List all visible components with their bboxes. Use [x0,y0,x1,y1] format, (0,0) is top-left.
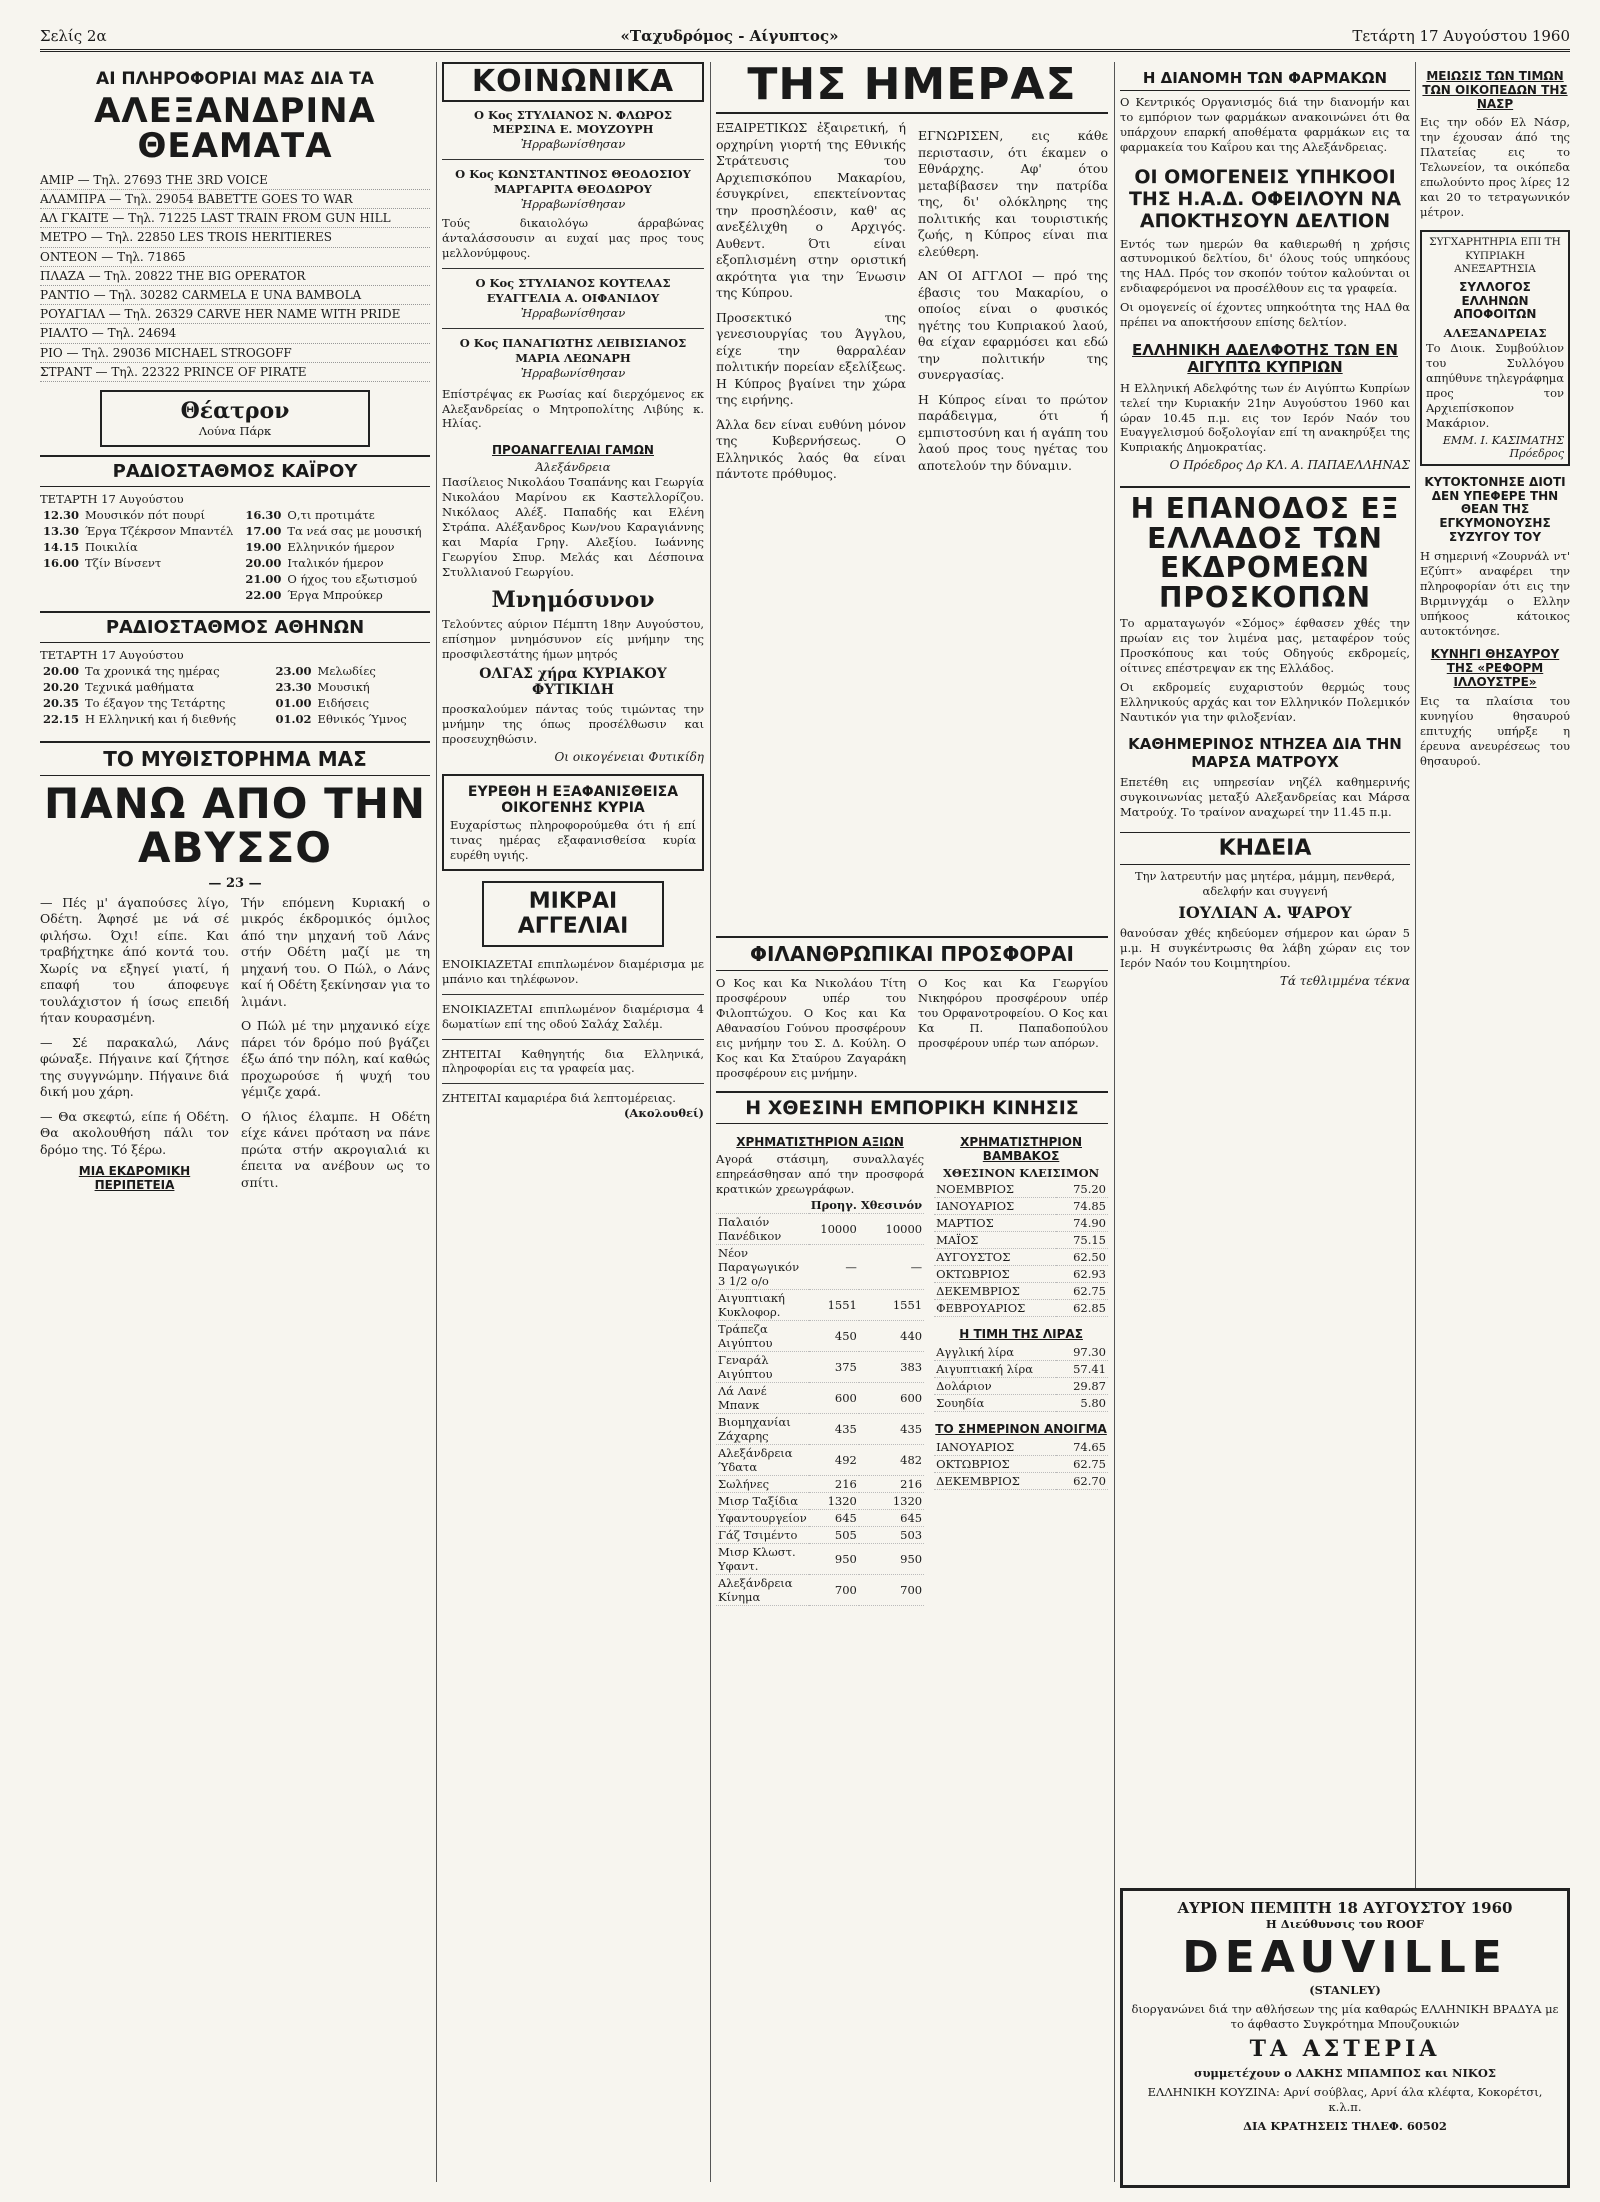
weddings-place: Άλεξάνδρεια [535,460,611,475]
schedule-row: 20.35 Το έξαγον της Τετάρτης 01.00 Ειδήσεις [43,695,370,710]
table-row: Σωλήνες 216 216 [718,1476,923,1491]
memorial-text: προσκαλούμεν πάντας τούς τιμώντας την μνήμην της όπως προσέλθωσιν και προσευχηθώσιν. [442,701,704,746]
column-day [716,62,1108,2182]
ad-stars: ΤΑ ΑΣΤΕΡΙΑ [1249,2035,1441,2062]
column-entertainment [40,62,430,2182]
association-title: ΣΥΛΛΟΓΟΣ ΕΛΛΗΝΩΝ ΑΠΟΦΟΙΤΩΝ [1453,279,1537,322]
day-paragraph: ΕΞΑΙΡΕΤΙΚΩΣ ἐξαιρετική, ή ορχηρίνη γιορτή της Εθνικής Στράτευσις του Αρχιεπισκόπου Μακαρίου, έσυγκρίνει, επεκτείνοντας την προσηλέοσιν, καθ' ας ανεξέλιχθη ο Αρχιγός. Αυθεντ. Ότι είναι εξοπλισμένη στην οριστική ακρότητα για την Ένωσιν της Κύπρου. [716,120,906,301]
cotton-subtitle: ΧΘΕΣΙΝΟΝ ΚΛΕΙΣΙΜΟΝ [943,1165,1100,1180]
cinema-listing [40,171,430,382]
engagement-item: Ο Κος ΠΑΝΑΓΙΩΤΗΣ ΛΕΙΒΙΣΙΑΝΟΣ ΜΑΡΙΑ ΛΕΩΝΑΡΗ Ἠρραβωνίσθησαν [459,335,687,380]
daily-train-title: ΚΑΘΗΜΕΡΙΝΟΣ ΝΤΗΖΕΑ ΔΙΑ ΤΗΝ ΜΑΡΣΑ ΜΑΤΡΟΥΧ [1128,735,1402,771]
radio-athens-schedule [40,663,430,727]
memorial-text: Τελούντες αύριον Πέμπτη 18ην Αυγούστου, επίσημον μνημόσυνον είς μνήμην της προσφιλεστάτης ήμων μητρός [442,617,704,662]
table-row: Βιομηχανίαι Ζάχαρης 435 435 [718,1414,923,1443]
schedule-row: 12.30 Μουσικόν πότ πουρί 16.30 Ο,τι προτιμάτε [43,507,375,522]
memorial-name: ΟΛΓΑΣ χήρα ΚΥΡΙΑΚΟΥ ΦΥΤΙΚΙΔΗ [479,665,667,698]
cyprus-title: ΕΛΛΗΝΙΚΗ ΑΔΕΛΦΟΤΗΣ ΤΩΝ ΕΝ ΑΙΓΥΠΤΩ ΚΥΠΡΙΩΝ [1132,341,1398,377]
column-rule [710,62,711,2182]
cotton-table [934,1181,1108,1317]
cyprus-signature: Ο Πρόεδρος Δρ ΚΛ. Α. ΠΑΠΑΕΛΛΗΝΑΣ [1169,458,1410,473]
scouts-text: Οι εκδρομείς ευχαριστούν θερμώς τους Ελληνικούς αρχάς και τον Ελληνικόν Πολεμικόν Ναυτικόν για την φιλοξενίαν. [1120,679,1410,724]
day-paragraph: Η Κύπρος είναι το πρώτον παράδειγμα, ότι ή εμπιστοσύνη και ή αγάπη του λαού προς τους ηγέτας του αποτελούν την δύναμιν. [918,391,1108,473]
ad-line: διοργανώνει διά την αθλήσεων της μία καθαρώς ΕΛΛΗΝΙΚΗ ΒΡΑΔΥΑ με το άφθαστο Συγκρότημα Μπουζουκιών [1131,2001,1559,2031]
charity-text: Ο Κος και Κα Νικολάου Τίτη προσφέρουν υπέρ του Φιλοπτώχου. Ο Κος και Κα Αθανασίου Γούνου προσφέρουν εις μνήμην του Σ. Δ. Κούλη. Ο Κος και Κα Σταύρου Ζαγαράκη προσφέρουν εις μνήμην. [716,976,906,1080]
day-paragraph: Προσεκτικό της γενεσιουργίας του Άγγλου, είχε την θαρραλέαν πολιτικήν πορείαν εξελίξεως. Η Κύπρος βγαίνει την χώρα της ειρήνης. [716,309,906,408]
ad-venue-name: DEAUVILLE [1182,1931,1508,1983]
classified-ad: ΕΝΟΙΚΙΑΖΕΤΑΙ επιπλωμένον διαμέρισμα με μπάνιο και τηλέφωνον. [442,956,704,986]
pound-title: Η ΤΙΜΗ ΤΗΣ ΛΙΡΑΣ [959,1326,1083,1341]
deauville-ad [1120,1888,1570,2188]
society-note: Επίστρέψας εκ Ρωσίας καί διερχόμενος εκ Αλεξανδρείας ο Μητροπολίτης Λιβύης κ. Ηλίας. [442,386,704,431]
novel-paragraph: — Πές μ' άγαπούσες λίγο, Οδέτη. Άφησέ με νά σέ φιλήσω. Όχι! είπε. Και τραβήχτηκε άπό κοντά του. Χωρίς να εξηγεί γιατί, ή επαφή του άποφευγε τουλάχιστον ή ίσως επειδή ήταν κουρασμένη. [40,894,229,1026]
funeral-intro: Την λατρευτήν μας μητέρα, μάμμη, πενθερά, αδελφήν και συγγενή [1134,869,1396,899]
commerce-body [716,1129,1108,1606]
novel-number: — 23 — [208,875,262,891]
funeral-signature: Τά τεθλιμμένα τέκνα [1279,973,1410,988]
memorial-signature: Οι οικογένειαι Φυτικίδη [554,749,704,764]
weddings-text: Πασίλειος Νικολάου Τσαπάνης και Γεωργία Νικολάου Μαρίνου εκ Καστελλορίζου. Νικόλαος Αλέξ. Παπαδής και Ελένη Στράπα. Αλέξανδρος Κων/νου Καραγιάννης και Μαρία Γρηγ. Αλεξίου. Ιωάννης Γεωργίου Σπυρ. Μελάς και Δέσποινα Στυλλιανού Γεωργίου. [442,475,704,579]
schedule-row: 20.20 Τεχνικά μαθήματα 23.30 Μουσική [43,679,370,694]
stock-header: Προηγ. Χθεσινόν [716,1197,924,1214]
novel-subheading: ΜΙΑ ΕΚΔΡΟΜΙΚΗ ΠΕΡΙΠΕΤΕΙΑ [78,1164,191,1193]
society-title: ΚΟΙΝΩΝΙΚΑ [442,62,704,102]
funeral-title: ΚΗΔΕΙΑ [1120,832,1410,865]
nasser-title: ΜΕΙΩΣΙΣ ΤΩΝ ΤΙΜΩΝ ΤΩΝ ΟΙΚΟΠΕΔΩΝ ΤΗΣ ΝΑΣΡ [1422,69,1568,111]
table-row: ΝΟΕΜΒΡΙΟΣ 75.20 [936,1181,1106,1196]
table-row: ΙΑΝΟΥΑΡΙΟΣ 74.85 [936,1198,1106,1213]
column-rule [436,62,437,2182]
engagement-item: Ο Κος ΣΤΥΛΙΑΝΟΣ Ν. ΦΛΩΡΟΣ ΜΕΡΣΙΝΑ Ε. ΜΟΥΖΟΥΡΗ Ἠρραβωνίσθησαν [474,107,672,152]
day-paragraph: Άλλα δεν είναι ευθύνη μόνον της Κυβερνήσεως. Ο Ελληνικός λαός θα είναι πάντοτε πρόθυμος. [716,416,906,482]
cinema-item: ΟΝΤΕΟΝ — Τηλ. 71865 [40,248,430,267]
masthead [40,22,1570,52]
table-row: ΜΑΪΟΣ 75.15 [936,1232,1106,1247]
ad-venue-sub: (STANLEY) [1309,1982,1381,1997]
schedule-row: 14.15 Ποικιλία 19.00 Ελληνικόν ήμερον [43,539,395,554]
cinema-item: ΑΛ ΓΚΑΙΤΕ — Τηλ. 71225 LAST TRAIN FROM GUN HILL [40,209,430,228]
table-row: Δολάριον 29.87 [936,1378,1106,1393]
cyprus-text: Η Ελληνική Αδελφότης των έν Αιγύπτω Κυπρίων τελεί την Κυριακήν 21ην Αυγούστου 1960 και ώραν 10.45 π.μ. εις τον Ιερόν Ναόν του Ευαγγελισμού δοξολογίαν επί τη ανακηρύξει της Κυπριακής Δημοκρατίας. [1120,380,1410,455]
continued-note: (Ακολουθεί) [623,1106,704,1121]
funeral-text: θανούσαν χθές κηδεύομεν σήμερον και ώραν 5 μ.μ. Η συγκέντρωσις θα λάβη χώραν εις τον Ιερόν Ναόν του Κοιμητηρίου. [1120,925,1410,970]
cinema-item: ΜΕΤΡΟ — Τηλ. 22850 LES TROIS HERITIERES [40,228,430,247]
table-row: ΔΕΚΕΜΒΡΙΟΣ 62.75 [936,1283,1106,1298]
ad-booking: ΔΙΑ ΚΡΑΤΗΣΕΙΣ ΤΗΛΕΦ. 60502 [1243,2118,1447,2133]
charity-text: Ο Κος και Κα Γεωργίου Νικηφόρου προσφέρουν υπέρ του Ορφανοτροφείου. Ο Κος και Κα Π. Παπαδοπούλου προσφέρουν υπέρ των απόρων. [918,976,1108,1050]
schedule-row: 22.00 Έργα Μπρούκερ [245,587,383,602]
association-place: ΑΛΕΞΑΝΔΡΕΙΑΣ [1443,326,1547,341]
found-text: Ευχαρίστως πληροφορούμεθα ότι ή επί τινας ημέρας εξαφανισθείσα κυρία ευρέθη υγιής. [450,817,696,862]
nasser-text: Εις την οδόν Ελ Νάσρ, την έχουσαν άπό της Πλατείας εις το Τελωνείον, τα οικόπεδα επωλούντο προς λίρες 12 και 20 το τετραγωνικόν μέτρον. [1420,115,1570,220]
stock-title: ΧΡΗΜΑΤΙΣΤΗΡΙΟΝ ΑΞΙΩΝ [736,1134,904,1149]
schedule-row: 13.30 Έργα Τζέκρσον Μπαντέλ 17.00 Τα νεά σας με μουσική [43,523,422,538]
schedule-row: 21.00 Ο ήχος του εξωτισμού [245,571,418,586]
opening-table [934,1439,1108,1490]
ad-roof: Η Διεύθυνσις του ROOF [1265,1917,1425,1931]
cinemas-title: ΑΛΕΞΑΝΔΡΙΝΑ ΘΕΑΜΑΤΑ [94,90,376,167]
cinema-item: ΠΛΑΖΑ — Τηλ. 20822 THE BIG OPERATOR [40,267,430,286]
radio-athens-title: ΡΑΔΙΟΣΤΑΘΜΟΣ ΑΘΗΝΩΝ [40,611,430,643]
schedule-row: 22.15 Η Ελληνική και ή διεθνής 01.02 Εθνικός Ύμνος [43,711,407,726]
ad-kitchen: ΕΛΛΗΝΙΚΗ ΚΟΥΖΙΝΑ: Αρνί σούβλας, Αρνί άλα κλέφτα, Κοκορέτσι, κ.λ.π. [1147,2084,1543,2114]
novel-body [40,895,430,1194]
opening-title: ΤΟ ΣΗΜΕΡΙΝΟΝ ΑΝΟΙΓΜΑ [935,1421,1107,1436]
engagement-item: Ο Κος ΚΩΝΣΤΑΝΤΙΝΟΣ ΘΕΟΔΟΣΙΟΥ ΜΑΡΓΑΡΙΤΑ ΘΕΟΔΩΡΟΥ Ἠρραβωνίσθησαν [455,167,691,212]
cinema-item: ΡΙΟ — Τηλ. 29036 MICHAEL STROGOFF [40,344,430,363]
cotton-exchange [934,1129,1108,1606]
cinema-item: ΡΟΥΑΓΙΑΛ — Τηλ. 26329 CARVE HER NAME WITH PRIDE [40,305,430,324]
cinemas-kicker: ΑΙ ΠΛΗΡΟΦΟΡΙΑΙ ΜΑΣ ΔΙΑ ΤΑ [96,69,374,89]
table-row: ΙΑΝΟΥΑΡΙΟΣ 74.65 [936,1439,1106,1454]
issue-date: Τετάρτη 17 Αυγούστου 1960 [1352,26,1570,45]
table-row: Σουηδία 5.80 [936,1395,1106,1410]
table-row: Μισρ Ταξίδια 1320 1320 [718,1493,923,1508]
engagement-item: Ο Κος ΣΤΥΛΙΑΝΟΣ ΚΟΥΤΕΛΑΣ ΕΥΑΓΓΕΛΙΑ Α. ΟΙΦΑΝΙΔΟΥ Ἠρραβωνίσθησαν [475,275,671,320]
theatre-sub: Λούνα Πάρκ [198,423,272,438]
radio-cairo-day: ΤΕΤΑΡΤΗ 17 Αυγούστου [40,491,184,506]
cinema-item: ΡΙΑΛΤΟ — Τηλ. 24694 [40,324,430,343]
cinema-item: ΑΜΙΡ — Τηλ. 27693 THE 3RD VOICE [40,171,430,190]
suicide-text: Η σημερινή «Ζουρνάλ ντ' Εζύπτ» αναφέρει την πληροφορίαν ότι εις την Βιρμινγχάμ ο Ελλην υπήκοος κάτοικος αυτοκτόνησε. [1420,548,1570,638]
cotton-title: ΧΡΗΜΑΤΙΣΤΗΡΙΟΝ ΒΑΜΒΑΚΟΣ [960,1134,1082,1163]
table-row: Μισρ Κλωστ. Υφαντ. 950 950 [718,1544,923,1573]
charity-title: ΦΙΛΑΝΘΡΩΠΙΚΑΙ ΠΡΟΣΦΟΡΑΙ [716,936,1108,971]
cinema-item: ΑΛΑΜΠΡΑ — Τηλ. 29054 BABETTE GOES TO WAR [40,190,430,209]
scouts-text: Το αρματαγωγόν «Σόμος» έφθασεν χθές την πρωίαν εις τον λιμένα μας, μεταφέρον τούς Προσκόπους και τούς Οδηγούς εκδρομείς, οίτινες επέστρεψαν εκ της Ελλάδος. [1120,615,1410,675]
classified-ad: ΕΝΟΙΚΙΑΖΕΤΑΙ επιπλωμένον διαμέρισμα 4 δωματίων επί της οδού Σαλάχ Σαλέμ. [442,1001,704,1031]
table-row: ΦΕΒΡΟΥΑΡΙΟΣ 62.85 [936,1300,1106,1315]
association-text: Το Διοικ. Συμβούλιον του Συλλόγου απηύθυνε τηλεγράφημα προς τον Αρχιεπίσκοπον Μακάριον. [1426,341,1564,430]
daily-train-text: Επετέθη εις υπηρεσίαν νηζέλ καθημερινής συγκοινωνίας μεταξύ Αλεξανδρείας και Μάρσα Ματρούχ. Το τραίνον αναχωρεί την 11.45 π.μ. [1120,774,1410,819]
day-body [716,120,1108,928]
day-title: ΤΗΣ ΗΜΕΡΑΣ [716,62,1108,114]
uar-text: Εντός των ημερών θα καθιερωθή η χρήσις αστυνομικού δελτίου, δι' όλους τούς υπηκόους της ΗΑΔ. Πρός τον σκοπόν τούτον καλούνται οι ενδιαφερόμενοι να προσέλθουν εις τα γραφεία. [1120,236,1410,296]
association-head: ΣΥΓΧΑΡΗΤΗΡΙΑ ΕΠΙ ΤΗ ΚΥΠΡΙΑΚΗ ΑΝΕΞΑΡΤΗΣΙΑ [1429,235,1561,276]
novel-kicker: ΤΟ ΜΥΘΙΣΤΟΡΗΜΑ ΜΑΣ [40,741,430,776]
table-row: ΔΕΚΕΜΒΡΙΟΣ 62.70 [936,1473,1106,1488]
stock-table [716,1197,924,1606]
ad-artists: συμμετέχουν ο ΛΑΚΗΣ ΜΠΑΜΠΟΣ και ΝΙΚΟΣ [1193,2065,1497,2080]
column-society [442,62,704,2182]
table-row: Νέον Παραγωγικόν 3 1/2 ο/ο — — [718,1245,923,1288]
treasure-title: ΚΥΝΗΓΙ ΘΗΣΑΥΡΟΥ ΤΗΣ «ΡΕΦΟΡΜ ΙΛΛΟΥΣΤΡΕ» [1430,647,1560,690]
table-row: ΟΚΤΩΒΡΙΟΣ 62.75 [936,1456,1106,1471]
charity-body [716,976,1108,1081]
drugs-text: Ο Κεντρικός Οργανισμός διά την διανομήν και το εμπόριον των φαρμάκων ανακοινώνει ότι θα υπάρχουν επαρκή αποθέματα φαρμάκων εις τα φαρμακεία του Καΐρου και της Αλεξάνδρειας. [1120,95,1410,155]
radio-cairo-title: ΡΑΔΙΟΣΤΑΘΜΟΣ ΚΑΪΡΟΥ [40,455,430,487]
cinema-item: ΣΤΡΑΝΤ — Τηλ. 22322 PRINCE OF PIRATE [40,363,430,382]
novel-paragraph: — Σέ παρακαλώ, Λάνς φώναξε. Πήγαινε καί ζήτησε της συγγνώμην. Πήγαινε διά δική μου χάρη. [40,1034,229,1100]
table-row: ΜΑΡΤΙΟΣ 74.90 [936,1215,1106,1230]
classifieds-title: ΜΙΚΡΑΙ ΑΓΓΕΛΙΑΙ [517,888,629,939]
classified-ad: ΖΗΤΕΙΤΑΙ καμαριέρα διά λεπτομέρειας. [442,1091,676,1106]
funeral-name: ΙΟΥΛΙΑΝ Α. ΨΑΡΟΥ [1178,902,1352,922]
column-news [1120,62,1410,2182]
cinema-item: ΡΑΝΤΙΟ — Τηλ. 30282 CARMELA E UNA BAMBOLA [40,286,430,305]
table-row: Αγγλική λίρα 97.30 [936,1344,1106,1359]
novel-paragraph: Τήν επόμενη Κυριακή ο μικρός έκδρομικός όμιλος άπό την μηχανή τοῦ Λάνς στήν Οδέτη μαζί με τη μηχανή του. Ο Πώλ, ο Λάνς καί ή Οδέτη ξεκίνησαν για το λιμάνι. [241,894,430,1009]
schedule-row: 20.00 Τα χρονικά της ημέρας 23.00 Μελωδίες [43,663,376,678]
paper-name: «Ταχυδρόμος - Αίγυπτος» [620,26,839,45]
day-paragraph: ΕΓΝΩΡΙΣΕΝ, εις κάθε περιστασιν, ότι έκαμεν ο Εθνάρχης. Αφ' ότου μεταβίβασεν την πατρίδα της, δι' ολόκληρης της πολιτικής και τουριστικής ζωής, η Κύπρος είναι πια ελεύθερη. [918,128,1108,259]
novel-paragraph: Ο ήλιος έλαμπε. Η Οδέτη είχε κάνει πρόταση να πάνε πρώτα στήν ακρογιαλιά κι έπειτα να ανέβουν ως το σπίτι. [241,1108,430,1190]
classified-ad: ΖΗΤΕΙΤΑΙ Καθηγητής δια Ελληνικά, πληροφορίαι εις τα γραφεία μας. [442,1046,704,1076]
association-box [1420,230,1570,466]
found-title: ΕΥΡΕΘΗ Η ΕΞΑΦΑΝΙΣΘΕΙΣΑ ΟΙΚΟΓΕΝΗΣ ΚΥΡΙΑ [467,783,679,816]
scouts-title: Η ΕΠΑΝΟΔΟΣ ΕΞ ΕΛΛΑΔΟΣ ΤΩΝ ΕΚΔΡΟΜΕΩΝ ΠΡΟΣΚΟΠΩΝ [1120,486,1410,612]
found-box [442,774,704,871]
table-row: ΟΚΤΩΒΡΙΟΣ 62.93 [936,1266,1106,1281]
memorial-title: Μνημόσυνον [491,586,655,613]
treasure-text: Εις τα πλαίσια του κυνηγίου θησαυρού επιτυχής υπήρξε η έρευνα ανευρέσεως του θησαυρού. [1420,693,1570,768]
day-paragraph: ΑΝ ΟΙ ΑΓΓΛΟΙ — πρό της έβασις του Μακαρίου, ο οποίος είναι ο φυσικός ηγέτης του Κυπριακού λαού, θα είχαν εφαρμόσει και εδώ την πολιτικήν της συνεργασίας. [918,268,1108,383]
column-right [1420,62,1570,2182]
commerce-title: Η ΧΘΕΣΙΝΗ ΕΜΠΟΡΙΚΗ ΚΙΝΗΣΙΣ [716,1091,1108,1124]
suicide-title: ΚΥΤΟΚΤΟΝΗΣΕ ΔΙΟΤΙ ΔΕΝ ΥΠΕΦΕΡΕ ΤΗΝ ΘΕΑΝ ΤΗΣ ΕΓΚΥΜΟΝΟΥΣΗΣ ΣΥΖΥΓΟΥ ΤΟΥ [1424,474,1566,545]
ad-day: ΑΥΡΙΟΝ ΠΕΜΠΤΗ 18 ΑΥΓΟΥΣΤΟΥ 1960 [1177,1899,1513,1917]
uar-title: ΟΙ ΟΜΟΓΕΝΕΙΣ ΥΠΗΚΟΟΙ ΤΗΣ Η.Α.Δ. ΟΦΕΙΛΟΥΝ ΝΑ ΑΠΟΚΤΗΣΟΥΝ ΔΕΛΤΙΟΝ [1128,166,1402,232]
drugs-title: Η ΔΙΑΝΟΜΗ ΤΩΝ ΦΑΡΜΑΚΩΝ [1120,70,1410,91]
theatre-label: Θέατρον [180,397,290,424]
column-rule [1415,62,1416,2182]
association-signature: ΕΜΜ. Ι. ΚΑΣΙΜΑΤΗΣ Πρόεδρος [1442,433,1564,460]
stock-exchange [716,1129,924,1606]
table-row: Αιγυπτιακή λίρα 57.41 [936,1361,1106,1376]
table-row: Αλεξάνδρεια Ύδατα 492 482 [718,1445,923,1474]
radio-athens-day: ΤΕΤΑΡΤΗ 17 Αυγούστου [40,647,184,662]
uar-text: Οι ομογενείς οί έχοντες υπηκοότητα της ΗΑΔ θα πρέπει να αποκτήσουν επίσης δελτίον. [1120,300,1410,330]
table-row: Υφαντουργείον 645 645 [718,1510,923,1525]
schedule-row: 16.00 Τζίν Βίνσεντ 20.00 Ιταλικόν ήμερον [43,555,384,570]
table-row: ΑΥΓΟΥΣΤΟΣ 62.50 [936,1249,1106,1264]
radio-cairo-schedule [40,507,430,603]
table-row: Γάζ Τσιμέντο 505 503 [718,1527,923,1542]
table-row: Αλεξάνδρεια Κίνημα 700 700 [718,1575,923,1604]
newspaper-page [40,22,1570,2187]
theatre-ad [100,390,370,447]
novel-paragraph: Ο Πώλ μέ την μηχανικό είχε πάρει τόν δρόμο πού βγάζει έξω άπό την πόλη, καί καθώς προχωρούσε ή ψυχή του γέμιζε χαρά. [241,1018,430,1100]
table-row: Παλαιόν Πανέδικον 10000 10000 [718,1214,923,1243]
table-row: Αιγυπτιακή Κυκλοφορ. 1551 1551 [718,1290,923,1319]
stock-intro: Αγορά στάσιμη, συναλλαγές επηρεάσθησαν από την προσφορά κρατικών χρεωγράφων. [716,1151,925,1196]
page-number: Σελίς 2α [40,26,107,45]
table-row: Τράπεζα Αιγύπτου 450 440 [718,1321,923,1350]
column-rule [1114,62,1115,2182]
table-row: Λά Λανέ Μπανκ 600 600 [718,1383,923,1412]
pound-table [934,1344,1108,1412]
classifieds-header [482,881,664,947]
novel-paragraph: — Θα σκεφτώ, είπε ή Οδέτη. Θα ακολουθήση πάλι τον δρόμο της. Τό ξέρω. [40,1108,229,1157]
society-note: Τούς δικαιολόγω άρραβώνας άνταλάσσουσιν αι ευχαί μας προς τους μελλονύμφους. [442,216,704,260]
table-row: Γεναράλ Αιγύπτου 375 383 [718,1352,923,1381]
weddings-title: ΠΡΟΑΝΑΓΓΕΛΙΑΙ ΓΑΜΩΝ [492,443,654,458]
novel-title: ΠΑΝΩ ΑΠΟ ΤΗΝ ΑΒΥΣΣΟ [43,778,427,872]
